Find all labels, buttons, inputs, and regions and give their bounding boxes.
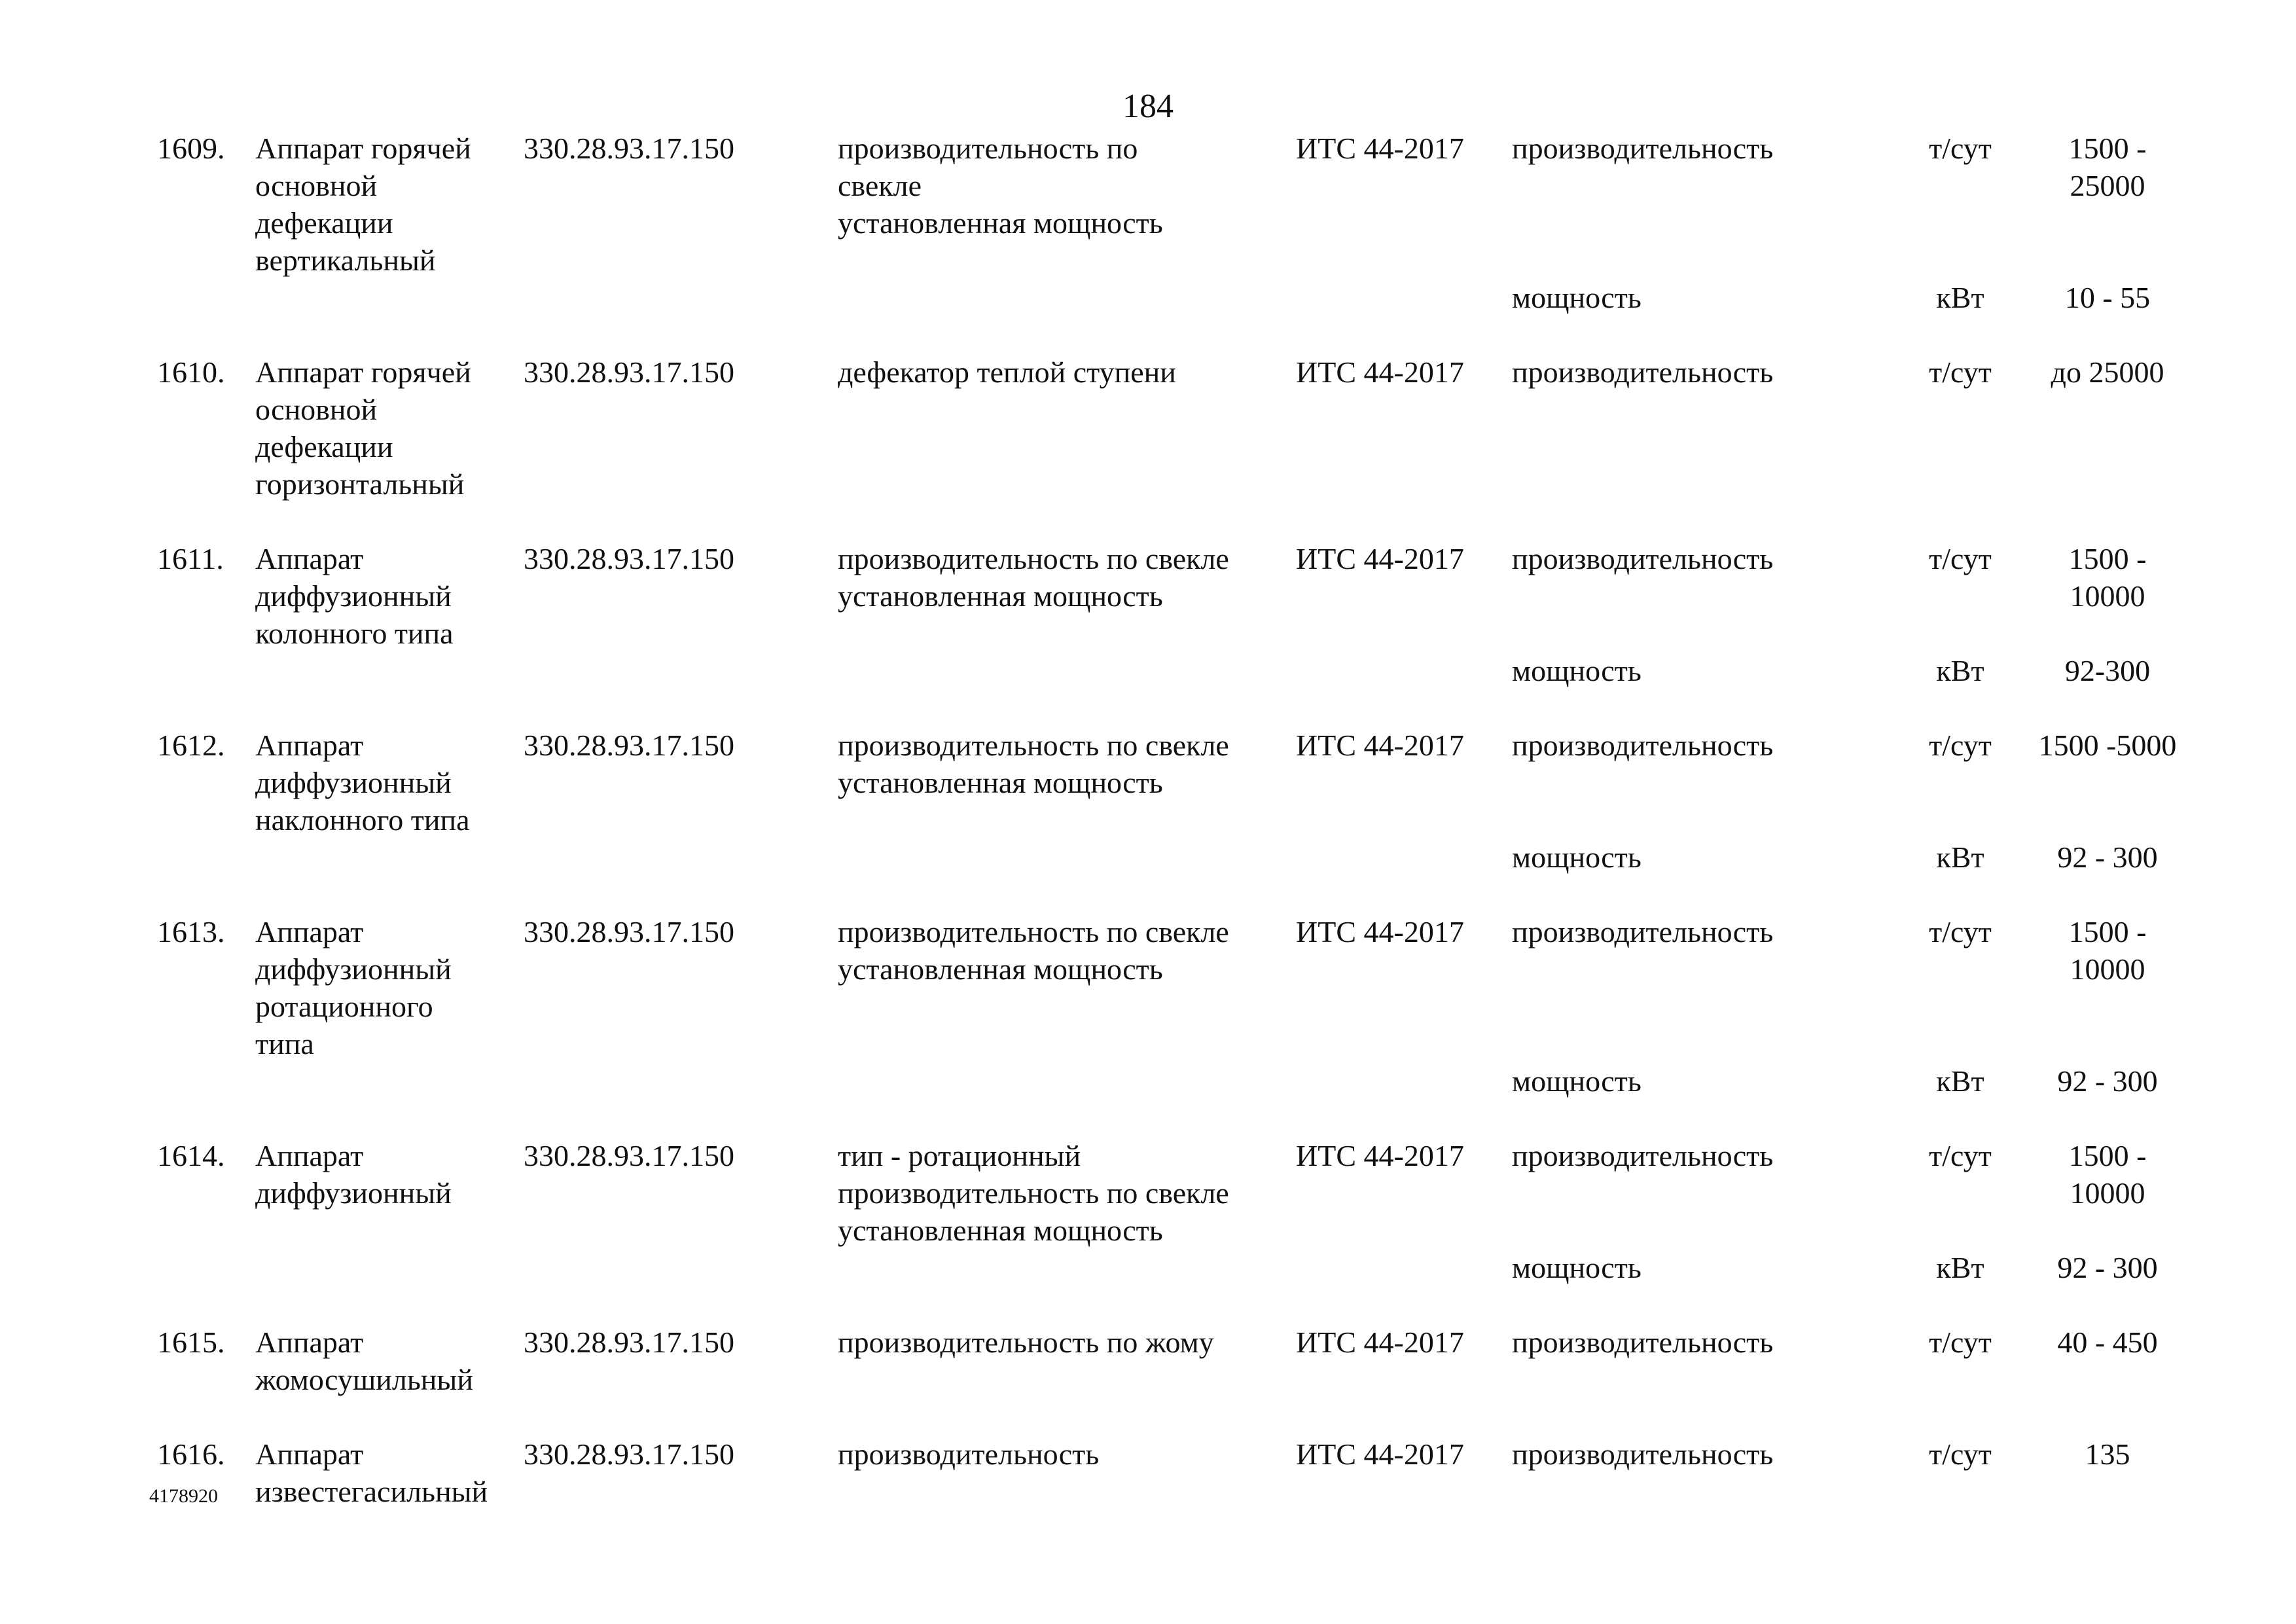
value-line: 1500 - bbox=[2068, 1139, 2147, 1172]
parameter-name bbox=[1512, 1100, 1905, 1249]
row-number-text: 1610. bbox=[157, 355, 225, 389]
row-number bbox=[157, 279, 255, 316]
value bbox=[2016, 279, 2199, 316]
value bbox=[2016, 1062, 2199, 1100]
unit bbox=[1905, 876, 2016, 1062]
classifier-code bbox=[524, 1249, 838, 1286]
equipment-name-line: диффузионный bbox=[255, 952, 452, 986]
unit bbox=[1905, 1286, 2016, 1398]
value-line: 1500 - bbox=[2068, 132, 2147, 165]
standard-ref bbox=[1296, 1249, 1512, 1286]
row-number bbox=[157, 316, 255, 503]
standard-ref bbox=[1296, 130, 1512, 279]
parameter-name-text: мощность bbox=[1512, 840, 1641, 874]
parameter-name-text: производительность bbox=[1512, 132, 1774, 165]
standard-ref-text: ИТС 44-2017 bbox=[1296, 1437, 1464, 1471]
value-line: 1500 - bbox=[2068, 542, 2147, 575]
standard-ref bbox=[1296, 652, 1512, 689]
unit-text: т/сут bbox=[1929, 132, 1992, 165]
value bbox=[2016, 503, 2199, 652]
value bbox=[2016, 1100, 2199, 1249]
classifier-code bbox=[524, 1286, 838, 1398]
table-row bbox=[157, 1100, 2199, 1249]
characteristics bbox=[838, 1249, 1296, 1286]
table-row-continuation bbox=[157, 1249, 2199, 1286]
value bbox=[2016, 1249, 2199, 1286]
value-line: 10000 bbox=[2070, 1176, 2145, 1210]
characteristics-line: установленная мощность bbox=[838, 579, 1163, 613]
parameter-name bbox=[1512, 689, 1905, 839]
standard-ref bbox=[1296, 1286, 1512, 1398]
equipment-name-line: ротационного bbox=[255, 990, 433, 1023]
equipment-name-line: Аппарат горячей bbox=[255, 132, 471, 165]
characteristics-line: производительность по жому bbox=[838, 1326, 1214, 1359]
parameter-name bbox=[1512, 1286, 1905, 1398]
standard-ref bbox=[1296, 279, 1512, 316]
characteristics-line: установленная мощность bbox=[838, 766, 1163, 799]
document-code: 4178920 bbox=[149, 1485, 218, 1507]
row-number bbox=[157, 130, 255, 279]
classifier-code-text: 330.28.93.17.150 bbox=[524, 1326, 734, 1359]
characteristics-line: установленная мощность bbox=[838, 206, 1163, 240]
standard-ref-text: ИТС 44-2017 bbox=[1296, 355, 1464, 389]
equipment-name bbox=[255, 839, 524, 876]
unit-text: т/сут bbox=[1929, 1326, 1992, 1359]
characteristics-line: тип - ротационный bbox=[838, 1139, 1081, 1172]
value-line: до 25000 bbox=[2051, 355, 2164, 389]
unit-text: кВт bbox=[1936, 840, 1984, 874]
unit-text: т/сут bbox=[1929, 1437, 1992, 1471]
parameter-name-text: производительность bbox=[1512, 729, 1774, 762]
table-row-continuation bbox=[157, 652, 2199, 689]
equipment-table bbox=[157, 130, 2199, 1510]
classifier-code bbox=[524, 503, 838, 652]
parameter-name bbox=[1512, 652, 1905, 689]
equipment-name-line: основной bbox=[255, 169, 378, 202]
equipment-name bbox=[255, 279, 524, 316]
characteristics-line: производительность по свекле bbox=[838, 729, 1229, 762]
table-row bbox=[157, 1286, 2199, 1398]
equipment-name bbox=[255, 689, 524, 839]
characteristics bbox=[838, 652, 1296, 689]
standard-ref-text: ИТС 44-2017 bbox=[1296, 729, 1464, 762]
value-line: 92 - 300 bbox=[2057, 1251, 2158, 1284]
unit bbox=[1905, 839, 2016, 876]
parameter-name-text: мощность bbox=[1512, 1064, 1641, 1098]
characteristics-line: установленная мощность bbox=[838, 1214, 1163, 1247]
classifier-code bbox=[524, 316, 838, 503]
standard-ref-text: ИТС 44-2017 bbox=[1296, 915, 1464, 948]
characteristics bbox=[838, 1286, 1296, 1398]
equipment-name bbox=[255, 1100, 524, 1249]
equipment-name-line: дефекации bbox=[255, 206, 393, 240]
value-line: 10000 bbox=[2070, 952, 2145, 986]
value bbox=[2016, 1286, 2199, 1398]
parameter-name-text: производительность bbox=[1512, 1139, 1774, 1172]
value-line: 10 - 55 bbox=[2064, 281, 2151, 314]
unit bbox=[1905, 130, 2016, 279]
unit bbox=[1905, 1249, 2016, 1286]
row-number-text: 1612. bbox=[157, 729, 225, 762]
standard-ref bbox=[1296, 1100, 1512, 1249]
characteristics bbox=[838, 876, 1296, 1062]
equipment-name bbox=[255, 1249, 524, 1286]
unit-text: т/сут bbox=[1929, 355, 1992, 389]
equipment-name-line: дефекации bbox=[255, 430, 393, 463]
equipment-name-line: горизонтальный bbox=[255, 467, 465, 501]
unit bbox=[1905, 1062, 2016, 1100]
classifier-code bbox=[524, 839, 838, 876]
classifier-code bbox=[524, 1062, 838, 1100]
parameter-name-text: производительность bbox=[1512, 355, 1774, 389]
standard-ref-text: ИТС 44-2017 bbox=[1296, 542, 1464, 575]
characteristics-line: производительность по свекле bbox=[838, 1176, 1229, 1210]
equipment-name-line: Аппарат bbox=[255, 915, 364, 948]
equipment-name bbox=[255, 1062, 524, 1100]
standard-ref-text: ИТС 44-2017 bbox=[1296, 1326, 1464, 1359]
row-number-text: 1613. bbox=[157, 915, 225, 948]
classifier-code bbox=[524, 689, 838, 839]
characteristics bbox=[838, 316, 1296, 503]
unit bbox=[1905, 689, 2016, 839]
unit-text: кВт bbox=[1936, 1064, 1984, 1098]
classifier-code-text: 330.28.93.17.150 bbox=[524, 915, 734, 948]
unit-text: кВт bbox=[1936, 281, 1984, 314]
row-number bbox=[157, 1100, 255, 1249]
characteristics-line: производительность по свекле bbox=[838, 542, 1229, 575]
characteristics bbox=[838, 130, 1296, 279]
table-body bbox=[157, 130, 2199, 1510]
standard-ref bbox=[1296, 503, 1512, 652]
table-row-continuation bbox=[157, 1062, 2199, 1100]
table-row bbox=[157, 1398, 2199, 1510]
equipment-name-line: Аппарат горячей bbox=[255, 355, 471, 389]
characteristics-line: установленная мощность bbox=[838, 952, 1163, 986]
equipment-name-line: жомосушильный bbox=[255, 1363, 473, 1396]
equipment-name bbox=[255, 503, 524, 652]
characteristics-line: свекле bbox=[838, 169, 922, 202]
row-number bbox=[157, 876, 255, 1062]
row-number-text: 1614. bbox=[157, 1139, 225, 1172]
table-row bbox=[157, 503, 2199, 652]
equipment-name bbox=[255, 876, 524, 1062]
equipment-name bbox=[255, 1398, 524, 1510]
row-number bbox=[157, 652, 255, 689]
parameter-name bbox=[1512, 130, 1905, 279]
classifier-code-text: 330.28.93.17.150 bbox=[524, 1139, 734, 1172]
standard-ref bbox=[1296, 839, 1512, 876]
equipment-name-line: диффузионный bbox=[255, 1176, 452, 1210]
unit-text: кВт bbox=[1936, 654, 1984, 687]
characteristics bbox=[838, 839, 1296, 876]
equipment-name-line: известегасильный bbox=[255, 1475, 488, 1508]
standard-ref bbox=[1296, 1398, 1512, 1510]
classifier-code bbox=[524, 876, 838, 1062]
value bbox=[2016, 689, 2199, 839]
parameter-name-text: мощность bbox=[1512, 281, 1641, 314]
equipment-name bbox=[255, 316, 524, 503]
unit bbox=[1905, 279, 2016, 316]
equipment-name-line: наклонного типа bbox=[255, 803, 470, 837]
characteristics bbox=[838, 1062, 1296, 1100]
characteristics-line: дефекатор теплой ступени bbox=[838, 355, 1176, 389]
parameter-name bbox=[1512, 316, 1905, 503]
value bbox=[2016, 130, 2199, 279]
value-line: 40 - 450 bbox=[2057, 1326, 2158, 1359]
value bbox=[2016, 876, 2199, 1062]
classifier-code bbox=[524, 130, 838, 279]
value bbox=[2016, 316, 2199, 503]
equipment-name-line: Аппарат bbox=[255, 729, 364, 762]
equipment-name-line: основной bbox=[255, 393, 378, 426]
row-number bbox=[157, 689, 255, 839]
equipment-name bbox=[255, 652, 524, 689]
classifier-code bbox=[524, 279, 838, 316]
equipment-name-line: колонного типа bbox=[255, 617, 454, 650]
value-line: 92 - 300 bbox=[2057, 1064, 2158, 1098]
value bbox=[2016, 839, 2199, 876]
parameter-name-text: производительность bbox=[1512, 1326, 1774, 1359]
value-line: 1500 - bbox=[2068, 915, 2147, 948]
characteristics-line: производительность bbox=[838, 1437, 1100, 1471]
unit bbox=[1905, 316, 2016, 503]
equipment-name-line: Аппарат bbox=[255, 1139, 364, 1172]
parameter-name bbox=[1512, 503, 1905, 652]
parameter-name bbox=[1512, 1398, 1905, 1510]
value bbox=[2016, 1398, 2199, 1510]
page-number: 184 bbox=[1122, 88, 1174, 125]
table-row bbox=[157, 876, 2199, 1062]
value-line: 10000 bbox=[2070, 579, 2145, 613]
standard-ref bbox=[1296, 316, 1512, 503]
value bbox=[2016, 652, 2199, 689]
unit bbox=[1905, 503, 2016, 652]
table-row-continuation bbox=[157, 839, 2199, 876]
characteristics bbox=[838, 1100, 1296, 1249]
value-line: 25000 bbox=[2070, 169, 2145, 202]
classifier-code-text: 330.28.93.17.150 bbox=[524, 542, 734, 575]
table-row-continuation bbox=[157, 279, 2199, 316]
parameter-name-text: мощность bbox=[1512, 1251, 1641, 1284]
value-line: 92 - 300 bbox=[2057, 840, 2158, 874]
row-number-text: 1611. bbox=[157, 542, 224, 575]
equipment-name-line: Аппарат bbox=[255, 1326, 364, 1359]
value-line: 92-300 bbox=[2064, 654, 2151, 687]
parameter-name bbox=[1512, 1062, 1905, 1100]
characteristics-line: производительность по свекле bbox=[838, 915, 1229, 948]
table-row bbox=[157, 689, 2199, 839]
equipment-name-line: диффузионный bbox=[255, 579, 452, 613]
parameter-name bbox=[1512, 876, 1905, 1062]
classifier-code-text: 330.28.93.17.150 bbox=[524, 132, 734, 165]
standard-ref bbox=[1296, 689, 1512, 839]
classifier-code bbox=[524, 652, 838, 689]
row-number bbox=[157, 839, 255, 876]
parameter-name-text: производительность bbox=[1512, 542, 1774, 575]
unit-text: т/сут bbox=[1929, 915, 1992, 948]
parameter-name-text: мощность bbox=[1512, 654, 1641, 687]
classifier-code-text: 330.28.93.17.150 bbox=[524, 1437, 734, 1471]
classifier-code-text: 330.28.93.17.150 bbox=[524, 355, 734, 389]
parameter-name-text: производительность bbox=[1512, 1437, 1774, 1471]
unit-text: т/сут bbox=[1929, 729, 1992, 762]
table-row bbox=[157, 316, 2199, 503]
equipment-name-line: Аппарат bbox=[255, 1437, 364, 1471]
standard-ref bbox=[1296, 876, 1512, 1062]
equipment-name-line: вертикальный bbox=[255, 244, 436, 277]
characteristics bbox=[838, 279, 1296, 316]
characteristics bbox=[838, 503, 1296, 652]
row-number-text: 1616. bbox=[157, 1437, 225, 1471]
row-number bbox=[157, 1062, 255, 1100]
row-number-text: 1615. bbox=[157, 1326, 225, 1359]
characteristics-line: производительность по bbox=[838, 132, 1138, 165]
equipment-name-line: типа bbox=[255, 1027, 314, 1060]
standard-ref-text: ИТС 44-2017 bbox=[1296, 1139, 1464, 1172]
table-row bbox=[157, 130, 2199, 279]
equipment-name-line: диффузионный bbox=[255, 766, 452, 799]
unit-text: т/сут bbox=[1929, 542, 1992, 575]
row-number-text: 1609. bbox=[157, 132, 225, 165]
equipment-name-line: Аппарат bbox=[255, 542, 364, 575]
unit bbox=[1905, 652, 2016, 689]
equipment-name bbox=[255, 130, 524, 279]
unit-text: т/сут bbox=[1929, 1139, 1992, 1172]
standard-ref-text: ИТС 44-2017 bbox=[1296, 132, 1464, 165]
row-number bbox=[157, 503, 255, 652]
value-line: 1500 -5000 bbox=[2038, 729, 2177, 762]
classifier-code-text: 330.28.93.17.150 bbox=[524, 729, 734, 762]
unit bbox=[1905, 1398, 2016, 1510]
classifier-code bbox=[524, 1100, 838, 1249]
parameter-name bbox=[1512, 839, 1905, 876]
parameter-name bbox=[1512, 279, 1905, 316]
unit bbox=[1905, 1100, 2016, 1249]
characteristics bbox=[838, 689, 1296, 839]
equipment-name bbox=[255, 1286, 524, 1398]
row-number bbox=[157, 1249, 255, 1286]
standard-ref bbox=[1296, 1062, 1512, 1100]
unit-text: кВт bbox=[1936, 1251, 1984, 1284]
row-number bbox=[157, 1286, 255, 1398]
value-line: 135 bbox=[2085, 1437, 2130, 1471]
classifier-code bbox=[524, 1398, 838, 1510]
parameter-name-text: производительность bbox=[1512, 915, 1774, 948]
parameter-name bbox=[1512, 1249, 1905, 1286]
characteristics bbox=[838, 1398, 1296, 1510]
